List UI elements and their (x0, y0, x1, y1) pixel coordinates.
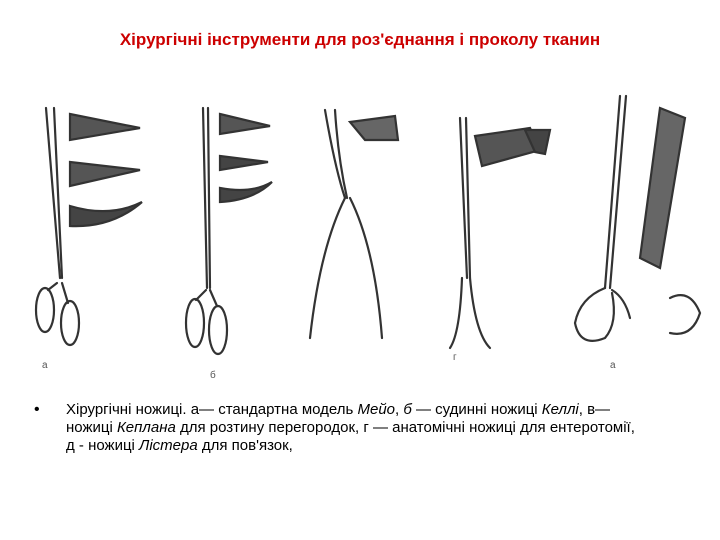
caption-part: для пов'язок, (197, 437, 293, 454)
caption-part-italic: Келлі (541, 401, 579, 418)
scissors-a-drawing (36, 108, 142, 345)
caption-part-italic: Лістера (139, 437, 198, 454)
figure-label-b: б (210, 370, 216, 378)
figure-label-d: а (610, 360, 616, 371)
bullet-item (34, 401, 640, 455)
scissors-b-drawing (186, 108, 272, 354)
caption-part-italic: Мейо (357, 401, 396, 418)
caption-part: , в— ножиці (66, 401, 611, 436)
caption-part: — судинні ножиці (411, 401, 542, 418)
scissors-v-drawing (310, 110, 398, 338)
caption-part: Хірургічні ножиці. а— стандартна модель (66, 401, 358, 418)
slide-title: Хірургічні інструменти для роз'єднання і проколу тканин (119, 30, 601, 49)
scissors-illustration (20, 78, 710, 378)
caption-part-italic: б (403, 401, 412, 418)
figure-caption (66, 401, 640, 455)
caption-part: , (395, 401, 404, 418)
figure-label-g: г (453, 352, 457, 363)
scissors-d-drawing (575, 96, 700, 341)
bullet-icon: • (34, 401, 40, 418)
figure-label-a: а (42, 360, 48, 371)
caption-part: для розтину перегородок, г — анатомічні ножиці для ентеротомії, д - ножиці (66, 419, 635, 454)
caption-part-italic: Кеплана (116, 419, 176, 436)
scissors-g-drawing (450, 118, 550, 348)
